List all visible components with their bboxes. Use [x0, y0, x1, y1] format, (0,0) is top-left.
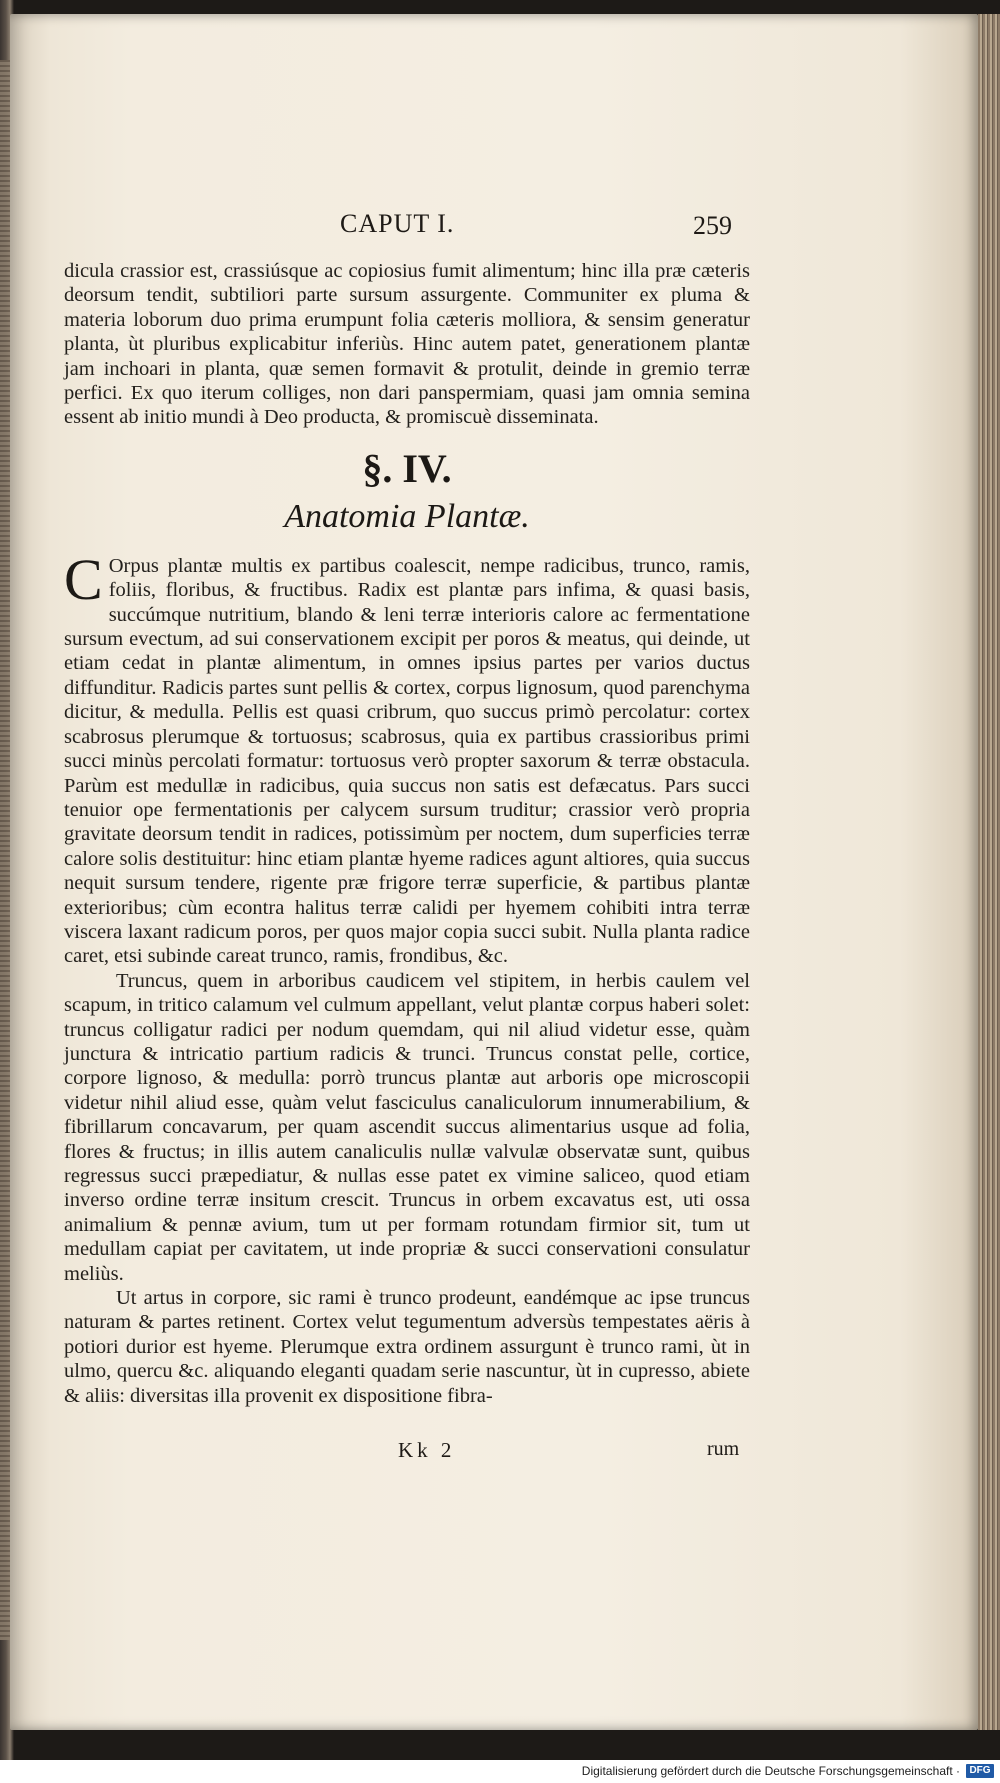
paragraph-rami: Ut artus in corpore, sic rami è trunco prodeunt, eandémque ac ipse truncus naturam & partes retinent. Cortex velut tegumentum adversùs tempestates aëris à potiori durior est hyeme. Plerumque extra ordinem assurgunt è trunco rami, ùt in ulmo, quercu &c. aliquando eleganti quadam serie nascuntur, ùt in cupresso, abiete & aliis: diversitas illa provenit ex dispositione fibra-: [64, 1287, 750, 1407]
section-mark: §. IV.: [362, 445, 452, 491]
paragraph-truncus: Truncus, quem in arboribus caudicem vel stipitem, in herbis caulem vel scapum, in tritico calamum vel culmum appellant, velut plantæ corpus haberi solet: truncus colligatur radici per nodum quemdam, qui nil aliud videtur esse, quàm junctura & intricatio partium radicis & trunci. Truncus constat pelle, cortice, corpore lignoso, & medulla: porrò truncus plantæ aut arboris ope microscopii videtur nihil aliud esse, quàm velut fasciculus canaliculorum innumerabilium, & fibrillarum concavarum, per quam ascendit succus alimentarius usque ad folia, flores & fructus; in illis autem canaliculis nullæ valvulæ observatæ sunt, quibus regressus succi præpediatur, & nullas esse patet ex vimine saliceo, quod etiam inverso ordine terræ insitum crescit. Truncus in orbem excavatus est, uti ossa animalium & pennæ avium, tum ut per formam rotundam firmior sit, tum ut medullam capiat per cavitatem, ut inde propriæ & succi conservationi consulatur meliùs.: [64, 969, 750, 1285]
credit-text: Digitalisierung gefördert durch die Deutsche Forschungsgemeinschaft ·: [581, 1764, 960, 1778]
section-title: Anatomia Plantæ.: [284, 497, 530, 535]
page-number: 259: [693, 211, 732, 240]
paragraph-continued: dicula crassior est, crassiúsque ac copiosius fumit alimentum; hinc illa præ cæteris deorsum tendit, subtiliori parte sursum assurgente. Communiter ex pluma & materia loborum duo prima erumpunt folia cæteris molliora, & sensim generatur planta, ùt pluribus explicabitur inferiùs. Hinc autem patet, generationem plantæ jam inchoari in planta, quæ semen formavit & protulit, deinde in gremio terræ perfici. Ex quo iterum colliges, non dari panspermiam, quasi jam omnia semina essent ab initio mundi à Deo producta, & promiscuè disseminata.: [64, 260, 750, 429]
credit-bar: [0, 1760, 1000, 1783]
book-page: [10, 14, 978, 1730]
paragraph-anatomy: [64, 546, 750, 969]
text-block: [64, 259, 750, 1408]
paragraph-anatomy-text: Orpus plantæ multis ex partibus coalescit, nempe radicibus, trunco, ramis, foliis, floribus, & fructibus. Radix est plantæ pars infima, & quasi basis, succúmque nutritium, blando & leni terræ interioris calore ac fermentatione sursum evectum, ad sui conservationem excipit per poros & meatus, qui deinde, ut etiam cedat in plantæ alimentum, in omnes ipsius partes per varios ductus diffunditur. Radicis partes sunt pellis & cortex, corpus lignosum, quod parenchyma dicitur, & medulla. Pellis est quasi cribrum, quo succus primò percolatur: cortex scabrosus plerumque & tortuosus; scabrosus, quia ex partibus crassioribus primi succi minùs percolati formatur: tortuosus verò propter saxorum & terræ obstacula. Parùm est medullæ in radicibus, quia succus non satis est defæcatus. Pars succi tenuior ope fermentationis per calycem sursum truditur; crassior verò propria gravitate deorsum tendit in radices, potissimùm per noctem, dum superficies terræ calore solis destituitur: hinc etiam plantæ hyeme radices agunt altiores, quia succus nequit sursum tendere, rigente præ frigore terræ superficie, & partibus plantæ exterioribus; cùm econtra halitus terræ calidi per hyemem cohibiti intra terræ viscera laxant radicum poros, per quos major copia succi subit. Nulla planta radice caret, etsi subinde careat trunco, ramis, frondibus, &c.: [64, 554, 750, 968]
page-stack-right-edge: [978, 14, 1000, 1730]
signature-mark: Kk 2: [398, 1438, 456, 1462]
running-head: CAPUT I.: [340, 209, 455, 238]
drop-cap: C: [64, 546, 103, 612]
page-header: [10, 209, 978, 245]
catchword: rum: [707, 1438, 740, 1460]
dfg-logo: DFG: [966, 1764, 994, 1778]
